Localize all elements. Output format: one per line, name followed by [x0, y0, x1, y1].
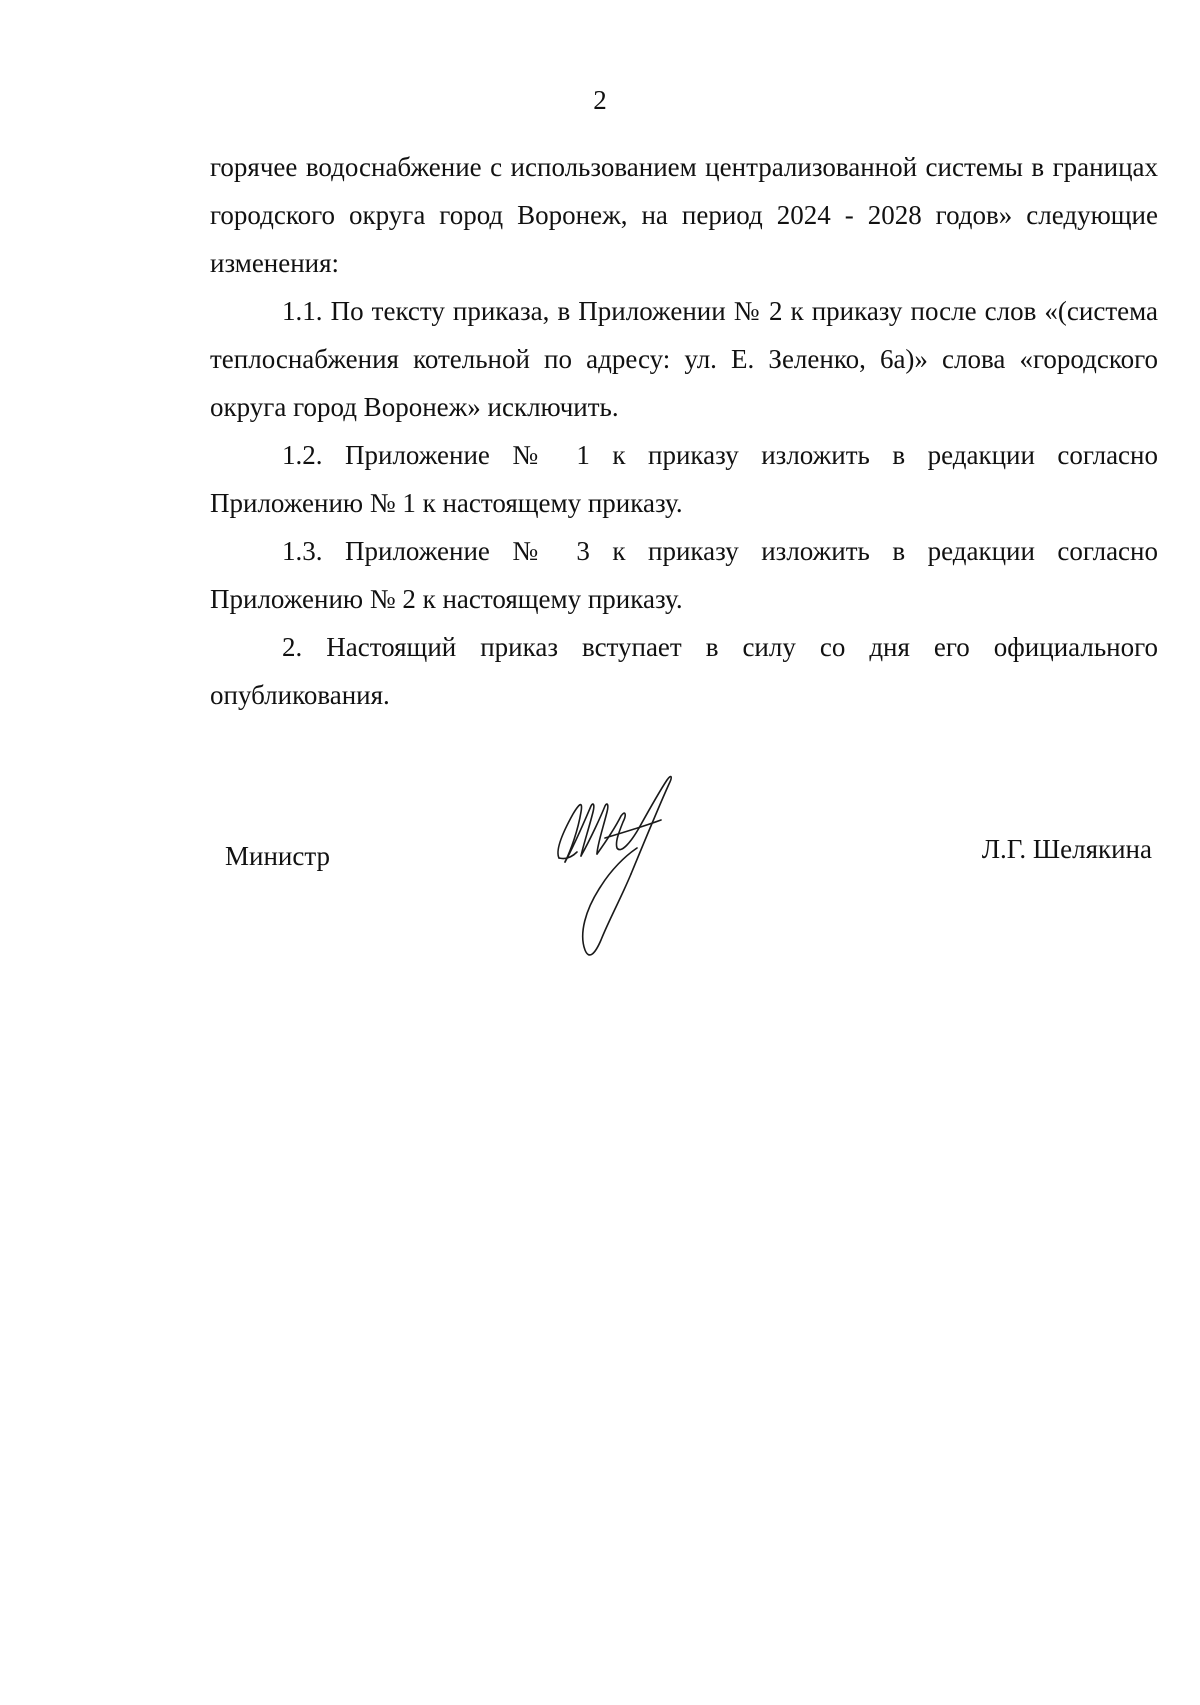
- signatory-name: Л.Г. Шелякина: [981, 834, 1152, 864]
- paragraph-item-1-2: 1.2. Приложение № 1 к приказу изложить в редакции согласно Приложению № 1 к настоящему приказу.: [210, 440, 1158, 518]
- paragraph-item-2: 2. Настоящий приказ вступает в силу со дня его официального опубликования.: [210, 632, 1158, 710]
- handwritten-signature: [545, 770, 695, 970]
- document-body: [210, 143, 1158, 719]
- page-number: 2: [593, 85, 607, 115]
- signatory-title: Министр: [225, 841, 330, 871]
- paragraph-continuation: горячее водоснабжение с использованием централизованной системы в границах городского округа город Воронеж, на период 2024 - 2028 годов» следующие изменения:: [210, 152, 1158, 278]
- paragraph-item-1-3: 1.3. Приложение № 3 к приказу изложить в редакции согласно Приложению № 2 к настоящему приказу.: [210, 536, 1158, 614]
- paragraph-item-1-1: 1.1. По тексту приказа, в Приложении № 2 к приказу после слов «(система теплоснабжения котельной по адресу: ул. Е. Зеленко, 6а)» слова «городского округа город Воронеж» исключить.: [210, 296, 1158, 422]
